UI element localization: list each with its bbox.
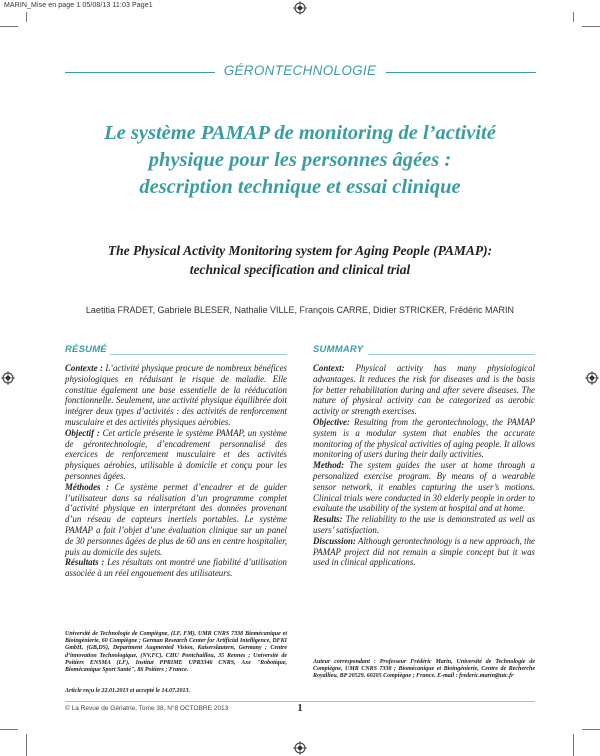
paragraph-text: Resulting from the gerontechnology, the PAMAP system is a modular system that enables the accurate monitoring of the physical activities of aging people. It allows monitoring of users during their daily activities. — [313, 416, 535, 460]
crop-mark — [573, 734, 574, 756]
resume-paragraph-objective — [65, 428, 287, 482]
summary-paragraph-discussion — [313, 536, 535, 568]
french-title-line: description technique et essai clinique — [139, 176, 461, 198]
summary-heading-rule — [368, 354, 535, 355]
english-title — [60, 241, 540, 279]
section-label: GÉRONTECHNOLOGIE — [223, 63, 377, 78]
paragraph-label: Méthodes : — [65, 481, 110, 492]
footer-rule — [65, 701, 535, 702]
print-slug: MARIN_Mise en page 1 05/08/13 11:03 Page1 — [4, 2, 153, 9]
crop-mark — [26, 12, 27, 22]
summary-heading: SUMMARY — [313, 344, 364, 355]
registration-mark-bottom-icon — [293, 741, 307, 755]
crop-mark — [582, 729, 600, 730]
english-title-line: The Physical Activity Monitoring system for Aging People (PAMAP): — [107, 243, 493, 258]
journal-citation: © La Revue de Gériatrie, Tome 38, N°8 OCTOBRE 2013 — [65, 705, 229, 712]
paragraph-text: L’activité physique procure de nombreux bénéfices physiologiques en réduisant le risque de maladie. Elle constitue également une base essentielle de la rééducation fonctionnelle. Seulement, une activité physique équilibrée doit intégrer deux types d’activités : des activités de renforcement musculaire et des activités physiques aérobies. — [65, 363, 287, 427]
affiliations: Université de Technologie de Compiègne, (LF, FM), UMR CNRS 7338 Biomécanique et Bioingénierie, 60 Compiègne ; German Research Center for Artificial Intelligence, DFKI GmbH, (GB,DS), Department Augmented Vision, Kaiserslautern, Germany ; Centre d’innovation Technologique, (NV,FC), CHU Pontchaillou, 35 Rennes ; Université de Poitiers ENSMA (LF), Institut PPRIME UPR3346 CNRS, Axe "Robotique, Biomécanique Sport Santé", 86 Poitiers ; France. — [65, 631, 287, 674]
registration-mark-right-icon — [585, 371, 599, 385]
summary-paragraph-context — [313, 363, 535, 417]
english-title-line: technical specification and clinical trial — [189, 262, 411, 277]
paragraph-label: Résultats : — [65, 557, 105, 568]
resume-paragraph-methods — [65, 482, 287, 558]
paragraph-label: Discussion: — [313, 535, 356, 546]
resume-paragraph-context — [65, 363, 287, 428]
page-number: 1 — [297, 703, 303, 714]
resume-heading-rule — [110, 354, 287, 355]
french-title-line: Le système PAMAP de monitoring de l’activité — [104, 122, 496, 144]
crop-mark — [26, 734, 27, 756]
paragraph-label: Results: — [313, 514, 343, 525]
paragraph-text: Les résultats ont montré une fiabilité d’utilisation associée à un réel engouement des utilisateurs. — [65, 557, 287, 579]
crop-mark — [0, 26, 18, 27]
paragraph-text: The system guides the user at home through a personalized exercise program. By means of a wearable sensor network, it enables capturing the user’s motions. Clinical trials were conducted in 30 elderly people in order to evaluate the usability of the system at hospital and at home. — [313, 460, 535, 514]
crop-mark — [0, 729, 18, 730]
paragraph-text: Physical activity has many physiological advantages. It reduces the risk for diseases and is the basis for better rehabilitation during and after severe diseases. The nature of physical activity can be categorized as aerobic activity or strength exercises. — [313, 363, 535, 417]
paragraph-label: Objective: — [313, 416, 350, 427]
author-list: Laetitia FRADET, Gabriele BLESER, Nathalie VILLE, François CARRE, Didier STRICKER, Frédéric MARIN — [85, 305, 515, 315]
resume-column — [65, 363, 287, 579]
paragraph-label: Method: — [313, 460, 345, 471]
french-title-line: physique pour les personnes âgées : — [148, 149, 452, 171]
registration-mark-left-icon — [1, 371, 15, 385]
paragraph-label: Objectif : — [65, 427, 100, 438]
registration-mark-top-icon — [293, 1, 307, 15]
paragraph-text: Although gerontechnology is a new approach, the PAMAP project did not remain a simple concept but it was used in clinical applications. — [313, 535, 535, 568]
resume-paragraph-results — [65, 557, 287, 579]
crop-mark — [582, 26, 600, 27]
paragraph-text: Cet article présente le système PAMAP, un système de gérontechnologie, d’encadrement personnalisé des exercices de renforcement musculaire et des activités physiques aérobies, utilisable à domicile et conçu pour les personnes âgées. — [65, 427, 287, 481]
received-date: Article reçu le 22.01.2013 et accepté le 14.07.2013. — [65, 688, 190, 694]
french-title — [60, 120, 540, 201]
paragraph-label: Context: — [313, 363, 345, 373]
paragraph-text: The reliability to the use is demonstrated as well as users’ satisfaction. — [313, 514, 535, 535]
resume-heading: RÉSUMÉ — [65, 344, 107, 355]
summary-paragraph-method — [313, 460, 535, 514]
corresponding-author: Auteur correspondant : Professeur Frédéric Marin, Université de Technologie de Compiègne, UMR CNRS 7338 ; Biomécanique et Bioingénierie, Centre de Recherche Royallieu, BP 20529, 60205 Compiègne ; France. E-mail : frederic.marin@utc.fr — [313, 659, 535, 680]
paragraph-label: Contexte : — [65, 363, 103, 373]
summary-column — [313, 363, 535, 568]
summary-paragraph-results — [313, 514, 535, 536]
summary-paragraph-objective — [313, 417, 535, 460]
crop-mark — [573, 12, 574, 22]
paragraph-text: Ce système permet d’encadrer et de guider l’utilisateur dans sa réalisation d’un programme complet d’activité physique en interprétant des données provenant d’un réseau de capteurs inertiels portables. Le système PAMAP a fait l’objet d’une évaluation clinique sur un panel de 30 personnes âgées de plus de 60 ans en centre hospitalier, puis au domicile des sujets. — [65, 481, 287, 557]
